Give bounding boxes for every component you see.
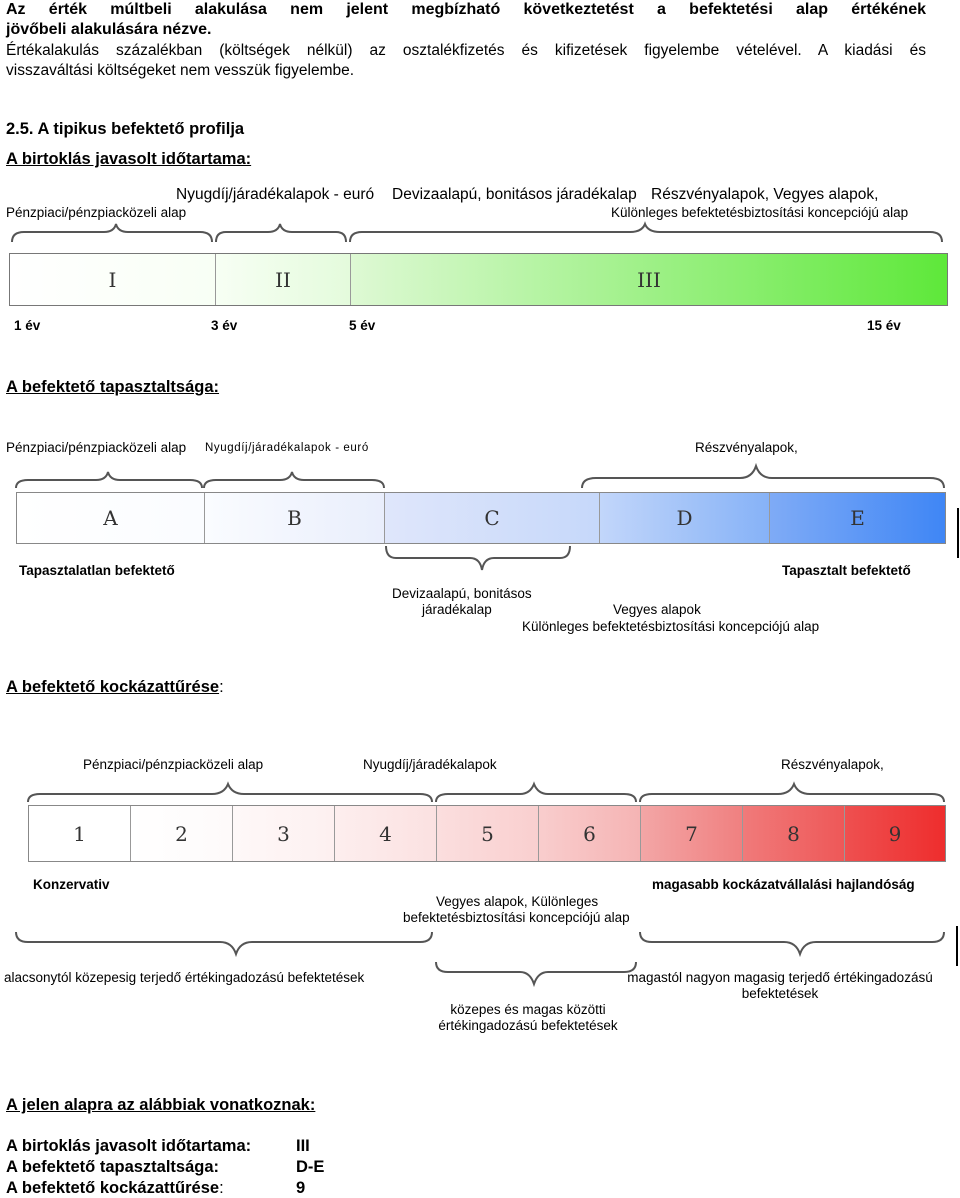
risk-segment-7: 7 [641, 806, 743, 861]
holding-bar [9, 253, 948, 306]
experience-segment-e: E [770, 493, 945, 543]
risk-segment-3: 3 [233, 806, 335, 861]
risk-high-label-2: befektetések [741, 986, 819, 1001]
holding-segment-1: I [10, 254, 216, 305]
experience-heading: A befektető tapasztaltsága: [6, 378, 220, 396]
holding-label-nyugdij: Nyugdíj/járadékalapok - euró [176, 186, 375, 203]
experience-label-penzpiaci: Pénzpiaci/pénzpiacközeli alap [6, 440, 187, 455]
experience-segment-d: D [600, 493, 770, 543]
risk-medium-brace [0, 958, 960, 988]
risk-segment-8: 8 [743, 806, 845, 861]
year-5: 5 év [349, 318, 376, 333]
intro-line-2: jövőbeli alakulására nézve. [6, 21, 212, 38]
intro-line-1: Az érték múltbeli alakulása nem jelent megbízható következtetést a befektetési alap értékének [6, 1, 926, 18]
experience-bar [16, 492, 946, 544]
risk-bar [28, 805, 946, 862]
year-15: 15 év [867, 318, 901, 333]
risk-low-label: alacsonytól közepesig terjedő értékingadozású befektetések [4, 970, 365, 985]
experience-deviza-line2: járadékalap [422, 602, 492, 617]
risk-label-reszveny: Részvényalapok, [781, 757, 884, 772]
risk-mid-line1: Vegyes alapok, Különleges [436, 894, 599, 909]
risk-segment-9: 9 [845, 806, 945, 861]
holding-heading: A birtoklás javasolt időtartama: [6, 150, 252, 168]
experience-deviza-line1: Devizaalapú, bonitásos [392, 586, 532, 601]
holding-label-deviza: Devizaalapú, bonitásos járadékalap [392, 186, 637, 203]
holding-segment-2: II [216, 254, 351, 305]
intro-line-4: visszaváltási költségeket nem vesszük figyelembe. [6, 62, 355, 79]
summary-experience-value: D-E [296, 1158, 325, 1176]
experience-segment-b: B [205, 493, 385, 543]
summary-holding-value: III [296, 1137, 310, 1155]
year-1: 1 év [14, 318, 41, 333]
summary-experience-label: A befektető tapasztaltsága: [6, 1158, 220, 1176]
risk-segment-6: 6 [539, 806, 641, 861]
summary-heading: A jelen alapra az alábbiak vonatkoznak: [6, 1096, 316, 1114]
holding-label-penzpiaci: Pénzpiaci/pénzpiacközeli alap [6, 205, 187, 220]
risk-segment-1: 1 [29, 806, 131, 861]
experience-segment-c: C [385, 493, 600, 543]
risk-mid-line2: befektetésbiztosítási koncepciójú alap [403, 910, 630, 925]
experience-segment-a: A [17, 493, 205, 543]
risk-medium-label-1: közepes és magas közötti [450, 1002, 606, 1017]
experience-vegyes: Vegyes alapok [613, 602, 701, 617]
experience-braces [0, 462, 960, 492]
risk-medium-label-2: értékingadozású befektetések [438, 1018, 618, 1033]
risk-segment-5: 5 [437, 806, 539, 861]
experience-label-nyugdij: Nyugdíj/járadékalapok - euró [205, 442, 369, 454]
holding-label-kulonleges: Különleges befektetésbiztosítási koncepciójú alap [611, 205, 909, 220]
experience-left-label: Tapasztalatlan befektető [19, 563, 175, 578]
risk-label-nyugdij: Nyugdíj/járadékalapok [363, 757, 497, 772]
risk-segment-2: 2 [131, 806, 233, 861]
year-3: 3 év [211, 318, 238, 333]
experience-kulonleges: Különleges befektetésbiztosítási koncepciójú alap [522, 619, 820, 634]
summary-risk-value: 9 [296, 1179, 306, 1197]
risk-segment-4: 4 [335, 806, 437, 861]
section-title: 2.5. A tipikus befektető profilja [6, 120, 245, 138]
risk-braces [0, 778, 960, 806]
summary-holding-label: A birtoklás javasolt időtartama: [6, 1137, 252, 1155]
intro-line-3: Értékalakulás százalékban (költségek nélkül) az osztalékfizetés és kifizetések figyelembe vételével. A kiadási és [6, 42, 926, 59]
holding-segment-3: III [351, 254, 947, 305]
risk-left-label: Konzervativ [33, 877, 110, 892]
risk-high-label-1: magastól nagyon magasig terjedő értékingadozású [627, 970, 933, 985]
experience-label-reszveny: Részvényalapok, [695, 440, 798, 455]
holding-braces [0, 222, 960, 246]
experience-right-label: Tapasztalt befektető [782, 563, 911, 578]
risk-label-penzpiaci: Pénzpiaci/pénzpiacközeli alap [83, 757, 264, 772]
risk-lower-braces [0, 926, 960, 956]
summary-risk-label: A befektető kockázattűrése: [6, 1179, 224, 1197]
risk-right-label: magasabb kockázatvállalási hajlandóság [652, 877, 915, 892]
risk-heading: A befektető kockázattűrése: [6, 678, 224, 696]
holding-label-reszveny: Részvényalapok, Vegyes alapok, [651, 186, 879, 203]
